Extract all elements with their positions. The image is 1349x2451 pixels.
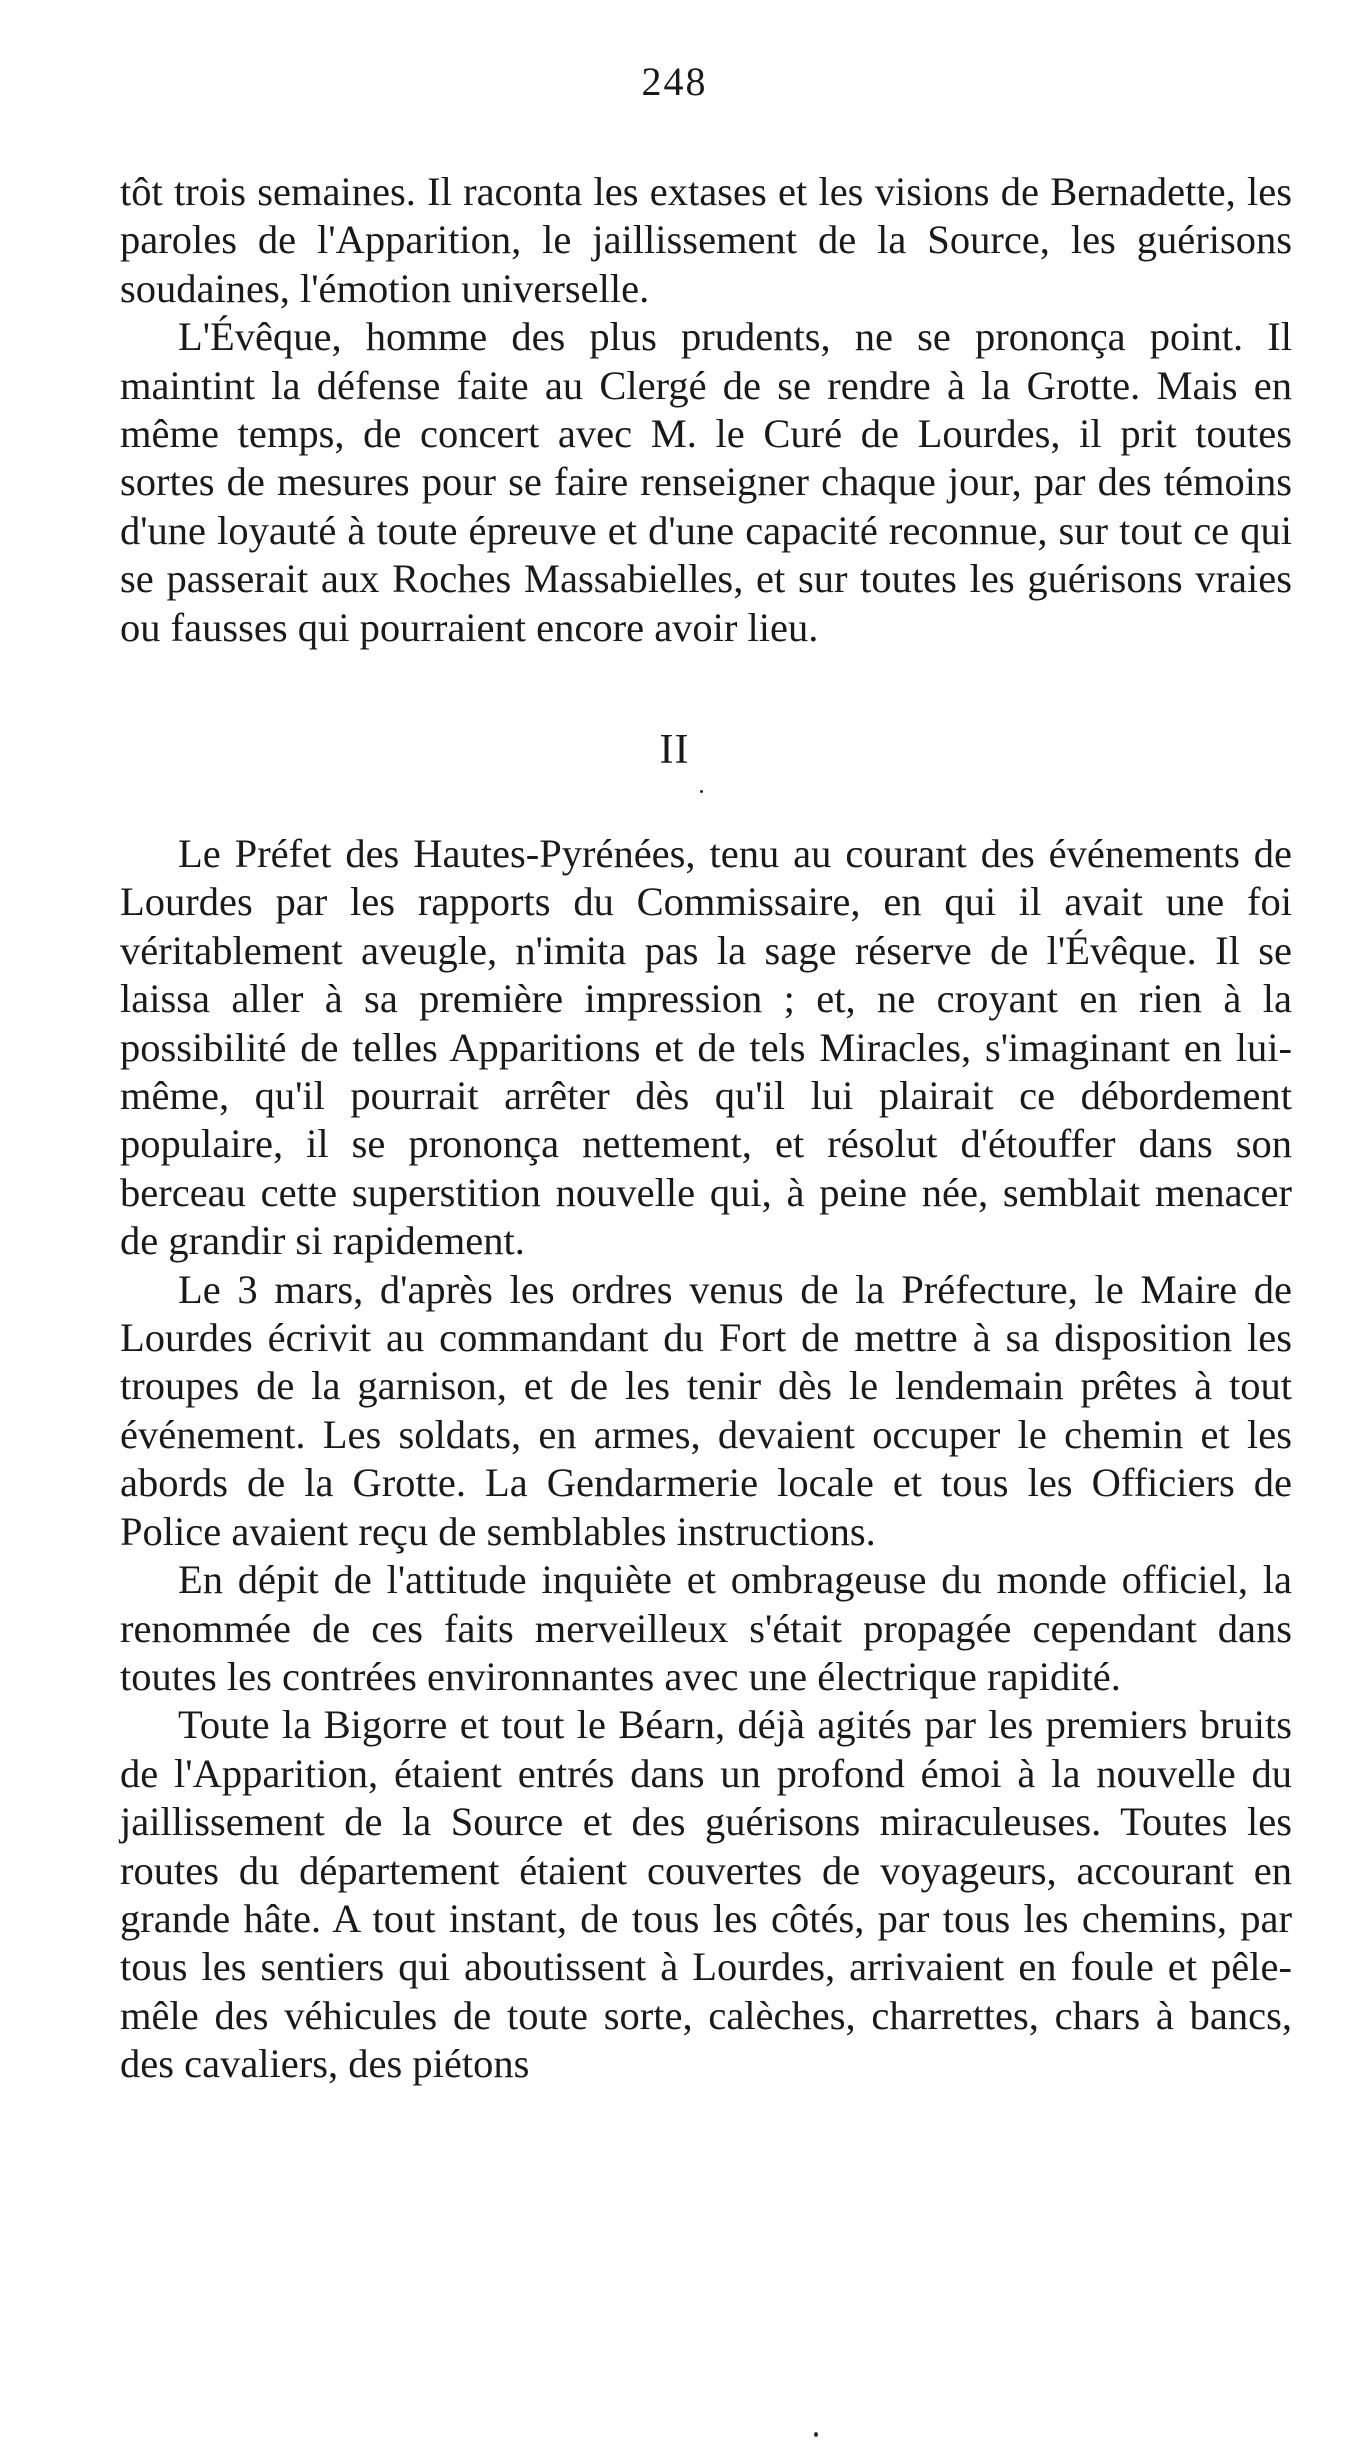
paragraph-prefet: Le Préfet des Hautes-Pyrénées, tenu au courant des événements de Lourdes par les rapports du Commissaire, en qui il avait une foi véritablement aveugle, n'imita pas la sage réserve de l'Évêque. Il se laissa aller à sa première impression ; et, ne croyant en rien à la possibilité de telles Apparitions et de tels Miracles, s'imaginant en lui-même, qu'il pourrait arrêter dès qu'il lui plairait ce débordement populaire, il se prononça nettement, et résolut d'étouffer dans son berceau cette superstition nouvelle qui, à peine née, semblait menacer de grandir si rapidement. [120,831,1292,1264]
paragraph-3-mars: Le 3 mars, d'après les ordres venus de la Préfecture, le Maire de Lourdes écrivit au commandant du Fort de mettre à sa disposition les troupes de la garnison, et de les tenir dès le lendemain prêtes à tout événement. Les soldats, en armes, devaient occuper le chemin et les abords de la Grotte. La Gendarmerie locale et tous les Officiers de Police avaient reçu de semblables instructions. [120,1266,1292,1554]
paragraph-renommee: En dépit de l'attitude inquiète et ombrageuse du monde officiel, la renommée de ces faits merveilleux s'était propagée cependant dans toutes les contrées environnantes avec une électrique rapidité. [120,1557,1292,1699]
page-number: 248 [641,59,708,104]
paragraph-continued: tôt trois semaines. Il raconta les extases et les visions de Bernadette, les paroles de l'Apparition, le jaillissement de la Source, les guérisons soudaines, l'émotion universelle. [120,169,1292,311]
paragraph-eveque: L'Évêque, homme des plus prudents, ne se prononça point. Il maintint la défense faite au Clergé de se rendre à la Grotte. Mais en même temps, de concert avec M. le Curé de Lourdes, il prit toutes sortes de mesures pour se faire renseigner chaque jour, par des témoins d'une loyauté à toute épreuve et d'une capacité reconnue, sur tout ce qui se passerait aux Roches Massabielles, et sur toutes les guérisons vraies ou fausses qui pourraient encore avoir lieu. [120,314,1292,650]
paragraph-bigorre: Toute la Bigorre et tout le Béarn, déjà agités par les premiers bruits de l'Apparition, étaient entrés dans un profond émoi à la nouvelle du jaillissement de la Source et des guérisons miraculeuses. Toutes les routes du département étaient couvertes de voyageurs, accourant en grande hâte. A tout instant, de tous les côtés, par tous les chemins, par tous les sentiers qui aboutissent à Lourdes, arrivaient en foule et pêle-mêle des véhicules de toute sorte, calèches, charrettes, chars à bancs, des cavaliers, des piétons [120,1702,1292,2087]
text-before-section [120,168,1292,652]
text-after-section [120,830,1292,2089]
scan-speck [814,2432,818,2437]
section-heading: II [659,727,690,773]
scan-speck [700,790,703,793]
